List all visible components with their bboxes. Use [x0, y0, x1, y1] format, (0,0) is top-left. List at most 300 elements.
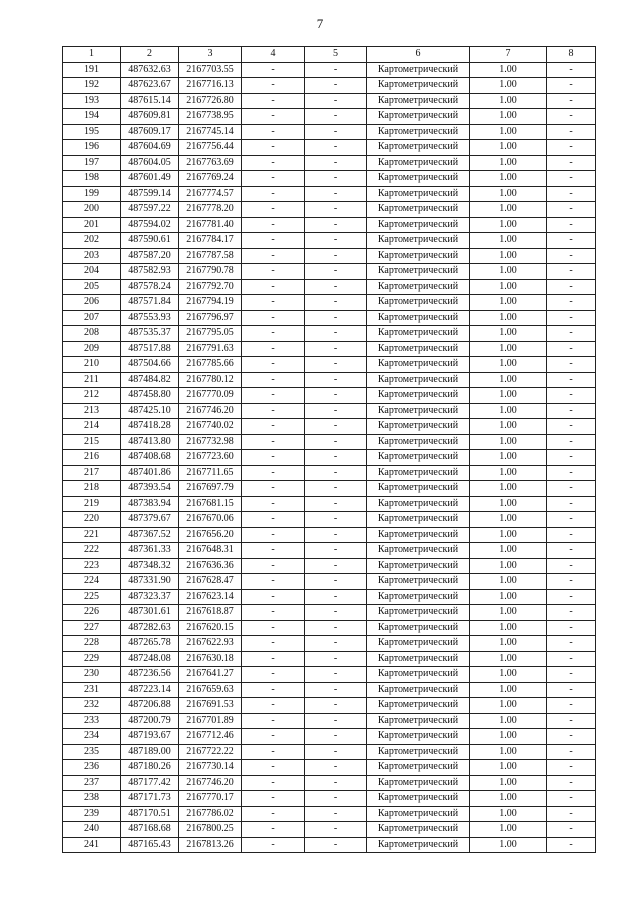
- table-cell: -: [547, 496, 596, 512]
- table-row: [63, 620, 596, 636]
- table-row: [63, 744, 596, 760]
- table-cell: -: [547, 744, 596, 760]
- table-cell: -: [242, 450, 305, 466]
- table-row: [63, 171, 596, 187]
- table-cell: 226: [63, 605, 121, 621]
- table-cell: 1.00: [470, 140, 547, 156]
- table-cell: -: [305, 558, 367, 574]
- table-cell: 487323.37: [121, 589, 179, 605]
- table-cell: 487609.17: [121, 124, 179, 140]
- table-cell: 1.00: [470, 372, 547, 388]
- table-cell: 487248.08: [121, 651, 179, 667]
- table-cell: -: [305, 481, 367, 497]
- table-cell: 487200.79: [121, 713, 179, 729]
- table-cell: Картометрический: [367, 372, 470, 388]
- table-cell: -: [305, 109, 367, 125]
- table-row: [63, 155, 596, 171]
- table-cell: 2167769.24: [179, 171, 242, 187]
- table-row: [63, 279, 596, 295]
- table-cell: 1.00: [470, 837, 547, 853]
- table-cell: 487590.61: [121, 233, 179, 249]
- table-cell: 1.00: [470, 760, 547, 776]
- table-cell: -: [242, 760, 305, 776]
- table-cell: -: [547, 775, 596, 791]
- table-cell: 211: [63, 372, 121, 388]
- table-cell: Картометрический: [367, 760, 470, 776]
- table-cell: -: [305, 682, 367, 698]
- table-cell: -: [242, 744, 305, 760]
- table-cell: 487180.26: [121, 760, 179, 776]
- table-cell: Картометрический: [367, 403, 470, 419]
- table-cell: Картометрический: [367, 713, 470, 729]
- table-cell: -: [547, 186, 596, 202]
- table-cell: -: [547, 124, 596, 140]
- table-cell: Картометрический: [367, 310, 470, 326]
- table-cell: 2167745.14: [179, 124, 242, 140]
- table-cell: 487177.42: [121, 775, 179, 791]
- table-cell: 1.00: [470, 279, 547, 295]
- table-cell: 195: [63, 124, 121, 140]
- table-cell: -: [547, 279, 596, 295]
- table-cell: 200: [63, 202, 121, 218]
- table-cell: -: [242, 589, 305, 605]
- table-cell: 220: [63, 512, 121, 528]
- table-cell: 487206.88: [121, 698, 179, 714]
- table-cell: 237: [63, 775, 121, 791]
- table-cell: 203: [63, 248, 121, 264]
- table-cell: -: [547, 636, 596, 652]
- table-cell: 2167711.65: [179, 465, 242, 481]
- table-row: [63, 698, 596, 714]
- table-cell: Картометрический: [367, 295, 470, 311]
- table-cell: -: [547, 729, 596, 745]
- table-cell: 2167636.36: [179, 558, 242, 574]
- table-cell: Картометрический: [367, 744, 470, 760]
- table-cell: -: [305, 310, 367, 326]
- table-cell: 1.00: [470, 295, 547, 311]
- table-cell: 1.00: [470, 651, 547, 667]
- table-cell: 1.00: [470, 310, 547, 326]
- table-cell: 487517.88: [121, 341, 179, 357]
- table-cell: 219: [63, 496, 121, 512]
- table-cell: 487331.90: [121, 574, 179, 590]
- table-cell: Картометрический: [367, 605, 470, 621]
- table-cell: 1.00: [470, 682, 547, 698]
- table-row: [63, 651, 596, 667]
- table-cell: 194: [63, 109, 121, 125]
- table-cell: Картометрический: [367, 357, 470, 373]
- table-cell: Картометрический: [367, 636, 470, 652]
- table-cell: 196: [63, 140, 121, 156]
- table-cell: 1.00: [470, 574, 547, 590]
- table-cell: 201: [63, 217, 121, 233]
- table-cell: Картометрический: [367, 806, 470, 822]
- table-cell: 2167622.93: [179, 636, 242, 652]
- table-cell: -: [242, 636, 305, 652]
- coordinates-table: [62, 46, 596, 853]
- table-cell: 2167623.14: [179, 589, 242, 605]
- table-cell: -: [242, 93, 305, 109]
- column-header: 4: [242, 47, 305, 63]
- table-cell: Картометрический: [367, 326, 470, 342]
- table-cell: -: [305, 419, 367, 435]
- table-cell: 1.00: [470, 558, 547, 574]
- table-cell: 231: [63, 682, 121, 698]
- table-cell: 2167659.63: [179, 682, 242, 698]
- table-cell: 1.00: [470, 543, 547, 559]
- table-cell: 1.00: [470, 341, 547, 357]
- table-row: [63, 806, 596, 822]
- table-cell: 224: [63, 574, 121, 590]
- table-row: [63, 388, 596, 404]
- table-cell: -: [305, 620, 367, 636]
- table-row: [63, 543, 596, 559]
- table-cell: -: [547, 682, 596, 698]
- table-cell: 1.00: [470, 124, 547, 140]
- table-cell: Картометрический: [367, 729, 470, 745]
- table-cell: 227: [63, 620, 121, 636]
- table-cell: -: [305, 744, 367, 760]
- table-cell: 2167784.17: [179, 233, 242, 249]
- table-cell: 1.00: [470, 729, 547, 745]
- table-cell: -: [305, 388, 367, 404]
- table-cell: Картометрический: [367, 93, 470, 109]
- table-cell: -: [305, 372, 367, 388]
- table-cell: -: [242, 837, 305, 853]
- table-cell: -: [305, 791, 367, 807]
- table-cell: -: [547, 233, 596, 249]
- table-cell: -: [242, 248, 305, 264]
- table-cell: 487223.14: [121, 682, 179, 698]
- table-row: [63, 372, 596, 388]
- table-cell: -: [305, 574, 367, 590]
- table-cell: 234: [63, 729, 121, 745]
- table-cell: -: [547, 341, 596, 357]
- table-cell: Картометрический: [367, 388, 470, 404]
- table-cell: 487587.20: [121, 248, 179, 264]
- table-cell: 210: [63, 357, 121, 373]
- table-cell: -: [242, 78, 305, 94]
- table-cell: 487458.80: [121, 388, 179, 404]
- table-cell: -: [242, 806, 305, 822]
- table-cell: 2167800.25: [179, 822, 242, 838]
- table-cell: -: [242, 388, 305, 404]
- table-cell: 2167790.78: [179, 264, 242, 280]
- table-cell: 1.00: [470, 78, 547, 94]
- table-cell: 1.00: [470, 171, 547, 187]
- table-cell: 215: [63, 434, 121, 450]
- table-cell: 240: [63, 822, 121, 838]
- table-cell: Картометрический: [367, 78, 470, 94]
- table-cell: 1.00: [470, 806, 547, 822]
- table-cell: -: [305, 651, 367, 667]
- table-cell: Картометрический: [367, 775, 470, 791]
- table-cell: -: [547, 109, 596, 125]
- table-cell: 1.00: [470, 605, 547, 621]
- table-cell: 235: [63, 744, 121, 760]
- table-cell: 487604.05: [121, 155, 179, 171]
- table-cell: 204: [63, 264, 121, 280]
- table-cell: 1.00: [470, 713, 547, 729]
- table-cell: -: [547, 713, 596, 729]
- table-cell: 1.00: [470, 186, 547, 202]
- table-cell: -: [242, 775, 305, 791]
- table-cell: -: [547, 155, 596, 171]
- table-cell: -: [547, 171, 596, 187]
- table-cell: -: [547, 760, 596, 776]
- table-cell: 487367.52: [121, 527, 179, 543]
- table-cell: 487601.49: [121, 171, 179, 187]
- table-cell: 2167630.18: [179, 651, 242, 667]
- table-cell: 487401.86: [121, 465, 179, 481]
- table-cell: 225: [63, 589, 121, 605]
- column-header: 2: [121, 47, 179, 63]
- table-cell: 205: [63, 279, 121, 295]
- table-cell: Картометрический: [367, 791, 470, 807]
- table-cell: -: [242, 651, 305, 667]
- table-cell: 487632.63: [121, 62, 179, 78]
- table-cell: 487168.68: [121, 822, 179, 838]
- table-cell: 487418.28: [121, 419, 179, 435]
- table-cell: 2167681.15: [179, 496, 242, 512]
- table-row: [63, 636, 596, 652]
- table-cell: 1.00: [470, 775, 547, 791]
- table-cell: 2167722.22: [179, 744, 242, 760]
- table-cell: 223: [63, 558, 121, 574]
- table-cell: -: [547, 822, 596, 838]
- table-cell: -: [242, 202, 305, 218]
- table-cell: -: [305, 295, 367, 311]
- table-cell: Картометрический: [367, 450, 470, 466]
- table-cell: -: [305, 279, 367, 295]
- table-row: [63, 450, 596, 466]
- table-cell: -: [305, 171, 367, 187]
- table-cell: -: [305, 341, 367, 357]
- table-cell: 1.00: [470, 434, 547, 450]
- table-cell: -: [305, 202, 367, 218]
- table-cell: -: [305, 713, 367, 729]
- table-cell: -: [547, 837, 596, 853]
- table-cell: 1.00: [470, 481, 547, 497]
- table-cell: 1.00: [470, 698, 547, 714]
- table-cell: 1.00: [470, 496, 547, 512]
- table-row: [63, 713, 596, 729]
- table-cell: 199: [63, 186, 121, 202]
- table-cell: -: [305, 124, 367, 140]
- table-cell: 2167774.57: [179, 186, 242, 202]
- table-row: [63, 202, 596, 218]
- table-row: [63, 822, 596, 838]
- table-cell: -: [242, 465, 305, 481]
- table-cell: -: [547, 78, 596, 94]
- table-cell: 239: [63, 806, 121, 822]
- table-cell: 487301.61: [121, 605, 179, 621]
- table-cell: -: [242, 713, 305, 729]
- table-cell: 198: [63, 171, 121, 187]
- table-cell: 487408.68: [121, 450, 179, 466]
- table-cell: -: [305, 78, 367, 94]
- table-cell: 487578.24: [121, 279, 179, 295]
- table-cell: -: [305, 667, 367, 683]
- table-cell: -: [547, 558, 596, 574]
- table-cell: 487379.67: [121, 512, 179, 528]
- table-cell: 487282.63: [121, 620, 179, 636]
- table-cell: -: [242, 341, 305, 357]
- table-cell: -: [547, 698, 596, 714]
- table-cell: 487383.94: [121, 496, 179, 512]
- table-row: [63, 574, 596, 590]
- table-row: [63, 295, 596, 311]
- table-cell: 487236.56: [121, 667, 179, 683]
- table-cell: 2167738.95: [179, 109, 242, 125]
- table-row: [63, 775, 596, 791]
- table-cell: -: [547, 326, 596, 342]
- table-cell: 1.00: [470, 155, 547, 171]
- table-row: [63, 233, 596, 249]
- table-cell: 1.00: [470, 357, 547, 373]
- table-cell: Картометрический: [367, 465, 470, 481]
- table-cell: 487504.66: [121, 357, 179, 373]
- column-header: 8: [547, 47, 596, 63]
- table-cell: -: [305, 326, 367, 342]
- table-cell: 2167670.06: [179, 512, 242, 528]
- table-row: [63, 512, 596, 528]
- table-cell: 2167756.44: [179, 140, 242, 156]
- table-cell: 1.00: [470, 667, 547, 683]
- table-cell: 2167648.31: [179, 543, 242, 559]
- table-cell: -: [547, 248, 596, 264]
- table-body: [63, 62, 596, 853]
- table-cell: Картометрический: [367, 171, 470, 187]
- table-cell: -: [242, 171, 305, 187]
- table-cell: -: [242, 357, 305, 373]
- table-cell: 208: [63, 326, 121, 342]
- table-cell: -: [547, 450, 596, 466]
- table-cell: -: [242, 140, 305, 156]
- table-row: [63, 558, 596, 574]
- table-cell: 2167791.63: [179, 341, 242, 357]
- table-cell: 1.00: [470, 512, 547, 528]
- table-cell: 487393.54: [121, 481, 179, 497]
- table-cell: -: [242, 233, 305, 249]
- table-cell: 222: [63, 543, 121, 559]
- table-cell: -: [242, 434, 305, 450]
- table-cell: 487604.69: [121, 140, 179, 156]
- table-cell: -: [305, 140, 367, 156]
- table-cell: 2167723.60: [179, 450, 242, 466]
- table-cell: 228: [63, 636, 121, 652]
- table-cell: -: [305, 806, 367, 822]
- table-cell: -: [242, 155, 305, 171]
- page-number: 7: [316, 16, 324, 31]
- table-cell: 236: [63, 760, 121, 776]
- table-cell: -: [242, 62, 305, 78]
- table-cell: -: [242, 419, 305, 435]
- table-cell: 487609.81: [121, 109, 179, 125]
- table-cell: Картометрический: [367, 341, 470, 357]
- table-cell: -: [305, 403, 367, 419]
- table-cell: -: [547, 620, 596, 636]
- table-cell: -: [305, 217, 367, 233]
- table-cell: -: [305, 496, 367, 512]
- table-row: [63, 357, 596, 373]
- table-cell: -: [242, 372, 305, 388]
- table-cell: -: [242, 729, 305, 745]
- table-cell: -: [305, 233, 367, 249]
- table-cell: -: [547, 310, 596, 326]
- table-cell: Картометрический: [367, 434, 470, 450]
- table-cell: -: [242, 558, 305, 574]
- table-cell: 230: [63, 667, 121, 683]
- table-cell: 487623.67: [121, 78, 179, 94]
- table-cell: 229: [63, 651, 121, 667]
- table-cell: 487535.37: [121, 326, 179, 342]
- table-cell: Картометрический: [367, 217, 470, 233]
- table-row: [63, 341, 596, 357]
- table-cell: -: [547, 264, 596, 280]
- table-cell: -: [305, 698, 367, 714]
- table-cell: -: [547, 806, 596, 822]
- table-cell: Картометрический: [367, 481, 470, 497]
- table-cell: -: [242, 822, 305, 838]
- table-cell: -: [305, 264, 367, 280]
- table-cell: 1.00: [470, 202, 547, 218]
- table-cell: 2167746.20: [179, 775, 242, 791]
- column-header: 5: [305, 47, 367, 63]
- table-cell: Картометрический: [367, 419, 470, 435]
- column-header: 6: [367, 47, 470, 63]
- table-row: [63, 496, 596, 512]
- table-cell: 212: [63, 388, 121, 404]
- table-cell: 1.00: [470, 109, 547, 125]
- table-cell: -: [242, 186, 305, 202]
- table-cell: 2167813.26: [179, 837, 242, 853]
- table-cell: Картометрический: [367, 698, 470, 714]
- table-cell: 2167780.12: [179, 372, 242, 388]
- table-cell: -: [547, 62, 596, 78]
- table-cell: -: [305, 155, 367, 171]
- table-cell: 487189.00: [121, 744, 179, 760]
- table-cell: 487425.10: [121, 403, 179, 419]
- table-row: [63, 605, 596, 621]
- table-cell: Картометрический: [367, 589, 470, 605]
- table-cell: 2167740.02: [179, 419, 242, 435]
- column-header: 7: [470, 47, 547, 63]
- table-cell: -: [242, 217, 305, 233]
- table-row: [63, 465, 596, 481]
- table-row: [63, 186, 596, 202]
- table-row: [63, 248, 596, 264]
- table-cell: 1.00: [470, 233, 547, 249]
- table-cell: -: [547, 93, 596, 109]
- table-cell: -: [305, 450, 367, 466]
- table-cell: -: [305, 434, 367, 450]
- table-cell: -: [305, 465, 367, 481]
- table-cell: -: [547, 465, 596, 481]
- table-cell: -: [242, 264, 305, 280]
- table-cell: 1.00: [470, 93, 547, 109]
- table-cell: -: [547, 357, 596, 373]
- column-header: 1: [63, 47, 121, 63]
- table-cell: -: [547, 140, 596, 156]
- table-cell: -: [547, 791, 596, 807]
- table-row: [63, 791, 596, 807]
- table-cell: Картометрический: [367, 140, 470, 156]
- table-cell: -: [242, 667, 305, 683]
- table-cell: 2167787.58: [179, 248, 242, 264]
- table-row: [63, 760, 596, 776]
- table-cell: -: [547, 295, 596, 311]
